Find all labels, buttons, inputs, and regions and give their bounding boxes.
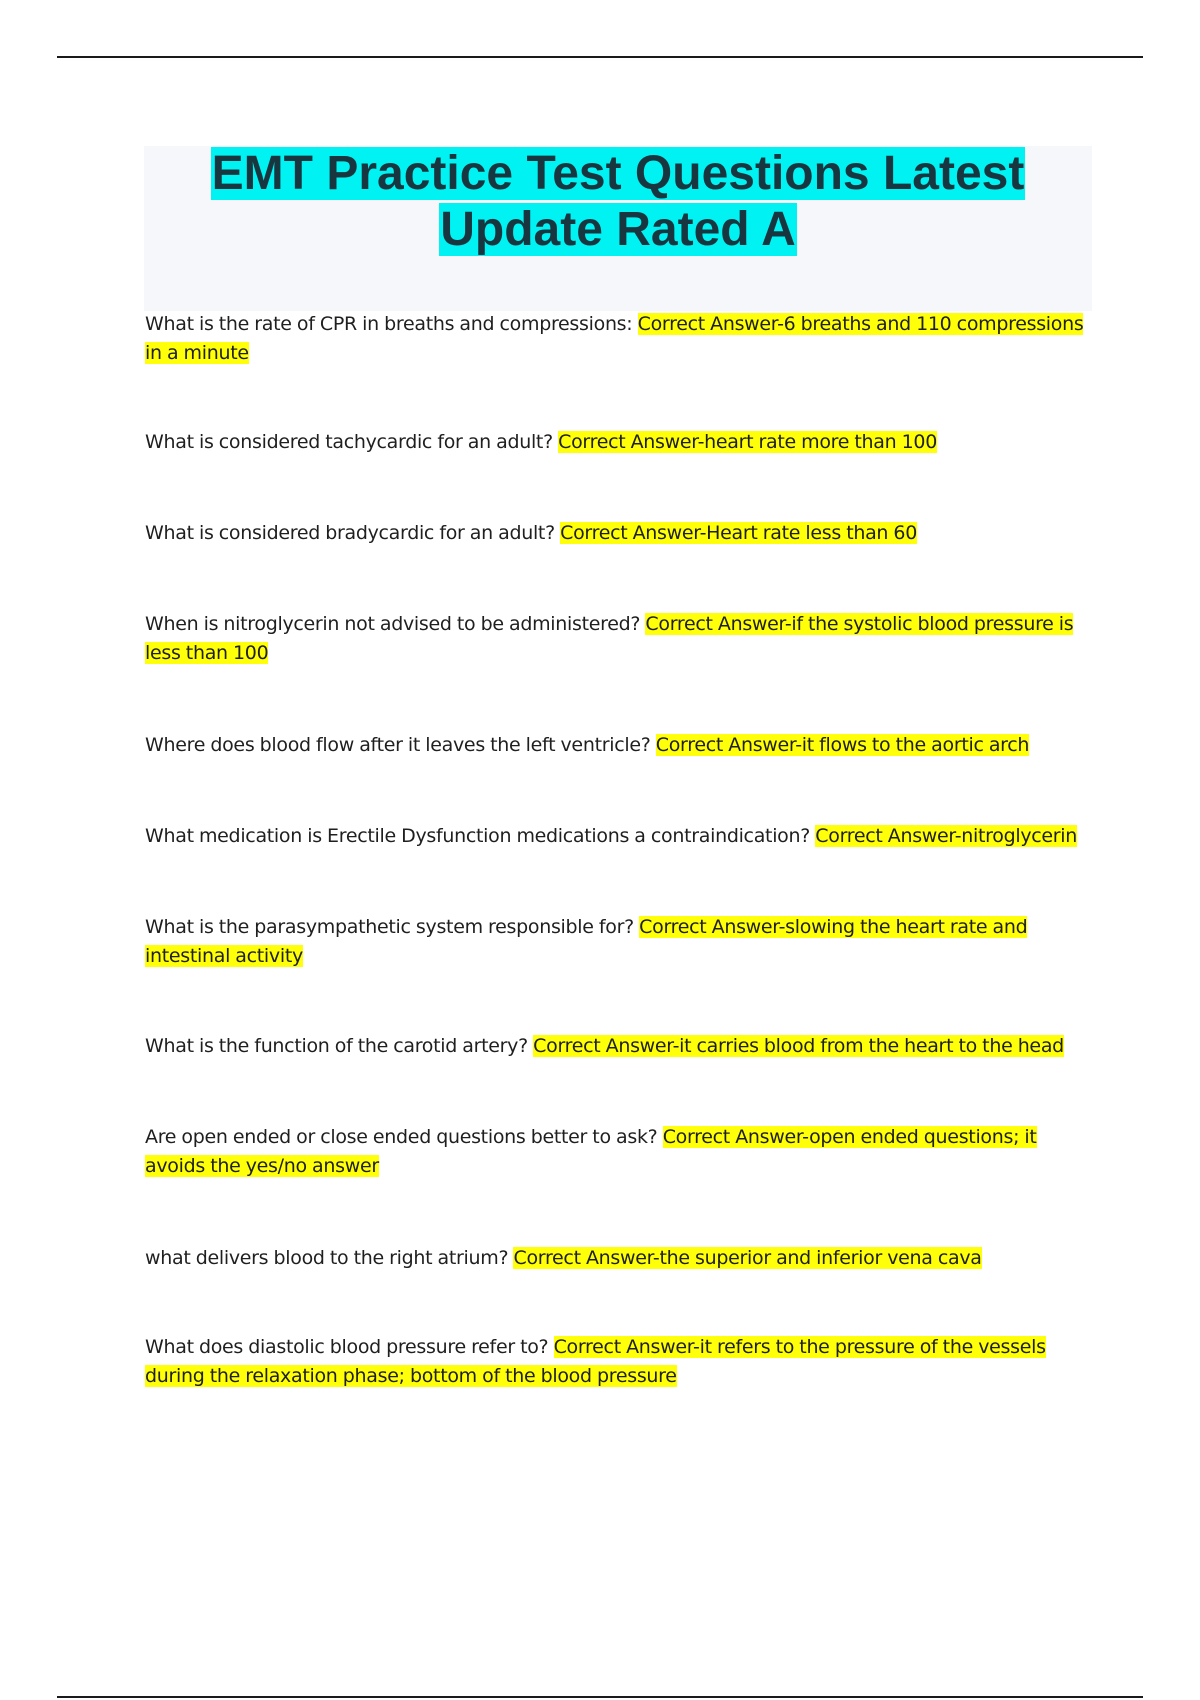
qa-item-8 <box>145 1032 1093 1061</box>
question-text: What is the parasympathetic system responsible for? <box>145 916 634 938</box>
question-text: what delivers blood to the right atrium? <box>145 1247 509 1269</box>
qa-item-5 <box>145 731 1093 760</box>
question-text: When is nitroglycerin not advised to be administered? <box>145 613 641 635</box>
answer-text: Correct Answer-open ended questions; it avoids the yes/no answer <box>145 1126 1037 1177</box>
document-title <box>211 147 1026 256</box>
question-text: What is considered bradycardic for an adult? <box>145 522 555 544</box>
answer-text: Correct Answer-6 breaths and 110 compressions in a minute <box>145 313 1084 364</box>
question-text: What does diastolic blood pressure refer to? <box>145 1336 549 1358</box>
qa-item-10 <box>145 1244 1093 1273</box>
answer-text: Correct Answer-it carries blood from the heart to the head <box>533 1035 1064 1057</box>
top-rule <box>57 56 1143 58</box>
qa-item-11 <box>145 1333 1093 1391</box>
question-text: Where does blood flow after it leaves the left ventricle? <box>145 734 651 756</box>
question-text: What is considered tachycardic for an adult? <box>145 431 553 453</box>
answer-text: Correct Answer-the superior and inferior vena cava <box>513 1247 982 1269</box>
qa-item-4 <box>145 610 1093 668</box>
answer-text: Correct Answer-it flows to the aortic arch <box>655 734 1030 756</box>
answer-text: Correct Answer-Heart rate less than 60 <box>560 522 917 544</box>
bottom-rule <box>57 1696 1143 1698</box>
document-title-text: EMT Practice Test Questions Latest Update Rated A <box>211 147 1025 256</box>
question-text: What medication is Erectile Dysfunction medications a contraindication? <box>145 825 811 847</box>
qa-item-3 <box>145 519 1093 548</box>
answer-text: Correct Answer-it refers to the pressure of the vessels during the relaxation phase; bottom of the blood pressure <box>145 1336 1046 1387</box>
answer-text: Correct Answer-nitroglycerin <box>815 825 1078 847</box>
answer-text: Correct Answer-if the systolic blood pressure is less than 100 <box>145 613 1074 664</box>
title-block <box>144 146 1092 311</box>
answer-text: Correct Answer-heart rate more than 100 <box>558 431 937 453</box>
qa-item-9 <box>145 1123 1093 1181</box>
question-text: What is the function of the carotid artery? <box>145 1035 528 1057</box>
qa-item-6 <box>145 822 1093 851</box>
question-text: What is the rate of CPR in breaths and compressions: <box>145 313 633 335</box>
answer-text: Correct Answer-slowing the heart rate and intestinal activity <box>145 916 1028 967</box>
qa-item-7 <box>145 913 1093 971</box>
qa-item-2 <box>145 428 1093 457</box>
qa-item-1 <box>145 310 1093 368</box>
question-text: Are open ended or close ended questions better to ask? <box>145 1126 658 1148</box>
